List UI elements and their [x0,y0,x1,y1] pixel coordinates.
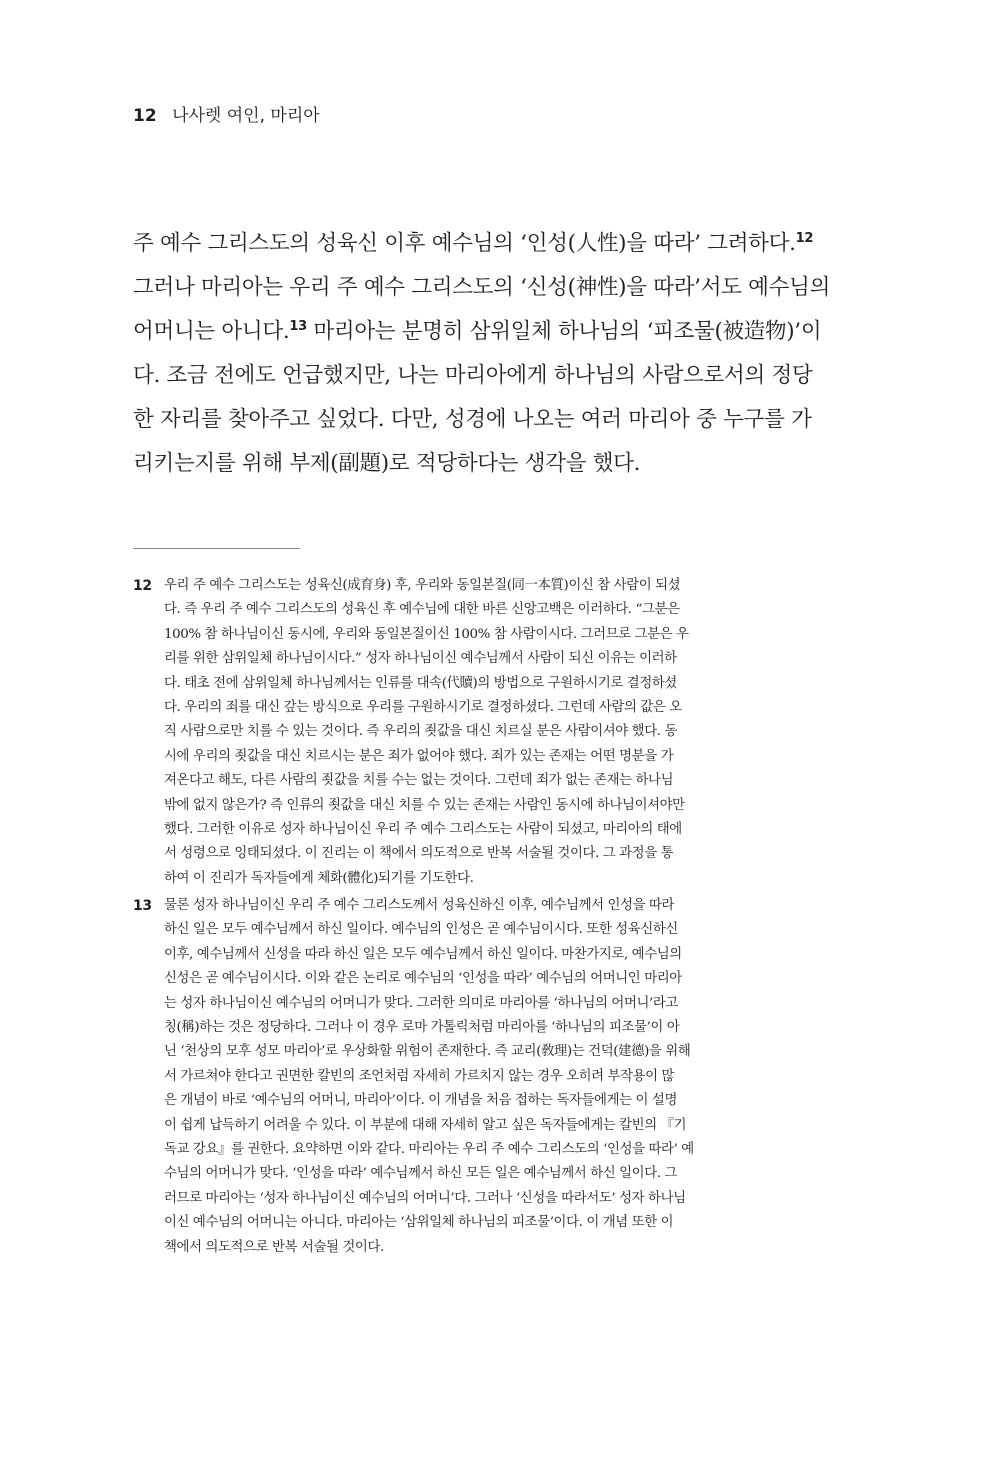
footnote-13 [133,894,838,1260]
footnote-line: 이 쉽게 납득하기 어려울 수 있다. 이 부분에 대해 자세히 알고 싶은 독자들에게는 칼빈의 『기 [164,1117,687,1133]
footnote-line: 하여 이 진리가 독자들에게 체화(體化)되기를 기도한다. [164,870,474,886]
footnote-number: 12 [133,578,152,594]
body-line: 어머니는 아니다.$^{13}$ 마리아는 분명히 삼위일체 하나님의 ‘피조물(被造物)’이 [133,318,822,344]
footnote-line: 다. 태초 전에 삼위일체 하나님께서는 인류를 대속(代贖)의 방법으로 구원하시기로 결정하셨 [164,675,677,691]
footnote-divider [133,548,300,549]
footnote-line: 는 성자 하나님이신 예수님의 어머니가 맞다. 그러한 의미로 마리아를 ‘하나님의 어머니’라고 [164,995,678,1011]
book-title: 나사렛 여인, 마리아 [172,106,320,126]
body-line: 다. 조금 전에도 언급했지만, 나는 마리아에게 하나님의 사람으로서의 정당 [133,363,813,388]
footnote-line: 러므로 마리아는 ‘성자 하나님이신 예수님의 어머니’다. 그러나 ‘신성을 따라서도’ 성자 하나님 [164,1190,686,1206]
footnote-line: 책에서 의도적으로 반복 서술될 것이다. [164,1239,384,1255]
footnote-line: 리를 위한 삼위일체 하나님이시다.” 성자 하나님이신 예수님께서 사람이 되신 이유는 이러하 [164,651,677,667]
footnote-line: 신성은 곧 예수님이시다. 이와 같은 논리로 예수님의 ‘인성을 따라’ 예수님의 어머니인 마리아 [164,971,682,987]
page-number: 12 [133,106,157,126]
footnote-line: 우리 주 예수 그리스도는 성육신(成育身) 후, 우리와 동일본질(同一本質)이신 참 사람이 되셨 [164,578,681,593]
footnote-line: 이신 예수님의 어머니는 아니다. 마리아는 ‘삼위일체 하나님의 피조물’이다. 이 개념 또한 이 [164,1215,674,1231]
footnote-line: 물론 성자 하나님이신 우리 주 예수 그리스도께서 성육신하신 이후, 예수님께서 인성을 따라 [164,898,675,914]
footnote-line: 서 성령으로 잉태되셨다. 이 진리는 이 책에서 의도적으로 반복 서술될 것이다. 그 과정을 통 [164,846,674,862]
body-line: 리키는지를 위해 부제(副題)로 적당하다는 생각을 했다. [133,451,641,476]
footnote-line: 독교 강요』를 권한다. 요약하면 이와 같다. 마리아는 우리 주 예수 그리스도의 ‘인성을 따라’ 예 [164,1141,694,1157]
footnote-line: 은 개념이 바로 ‘예수님의 어머니, 마리아’이다. 이 개념을 처음 접하는 독자들에게는 이 설명 [164,1093,677,1109]
footnote-line: 하신 일은 모두 예수님께서 하신 일이다. 예수님의 인성은 곧 예수님이시다. 또한 성육신하신 [164,922,678,938]
footnote-line: 다. 우리의 죄를 대신 갚는 방식으로 우리를 구원하시기로 결정하셨다. 그런데 사람의 값은 오 [164,699,682,715]
footnote-line: 칭(稱)하는 것은 정당하다. 그러나 이 경우 로마 가톨릭처럼 마리아를 ‘하나님의 피조물’이 아 [164,1020,680,1036]
footnote-line: 밖에 없지 않은가? 즉 인류의 죗값을 대신 치를 수 있는 존재는 사람인 동시에 하나님이셔야만 [164,797,685,813]
footnote-line: 닌 ‘천상의 모후 성모 마리아’로 우상화할 위험이 존재한다. 즉 교리(敎理)는 건덕(建德)을 위해 [164,1044,691,1060]
footnote-line: 다. 즉 우리 주 예수 그리스도의 성육신 후 예수님에 대한 바른 신앙고백은 이러하다. “그분은 [164,602,680,618]
body-line: 한 자리를 찾아주고 싶었다. 다만, 성경에 나오는 여러 마리아 중 누구를 가 [133,407,812,432]
footnote-line: 했다. 그러한 이유로 성자 하나님이신 우리 주 예수 그리스도는 사람이 되셨고, 마리아의 태에 [164,821,682,837]
footnote-line: 져온다고 해도, 다른 사람의 죗값을 치를 수는 없는 것이다. 그런데 죄가 없는 존재는 하나님 [164,773,674,789]
footnote-line: 서 가르쳐야 한다고 권면한 칼빈의 조언처럼 자세히 가르치지 않는 경우 오히려 부작용이 많 [164,1068,675,1084]
footnote-number: 13 [133,898,152,915]
running-head [133,104,320,128]
body-line: 주 예수 그리스도의 성육신 이후 예수님의 ‘인성(人性)을 따라’ 그려하다.$^{12}$ [133,230,814,256]
footnotes [133,574,838,1263]
footnote-reference[interactable]: 13 [289,318,307,334]
footnote-12 [133,574,838,891]
body-paragraph [133,222,833,486]
footnote-line: 이후, 예수님께서 신성을 따라 하신 일은 모두 예수님께서 하신 일이다. 마찬가지로, 예수님의 [164,946,682,962]
footnote-line: 시에 우리의 죗값을 대신 치르시는 분은 죄가 없어야 했다. 죄가 있는 존재는 어떤 명분을 가 [164,748,674,764]
footnote-line: 100% 참 하나님이신 동시에, 우리와 동일본질이신 100% 참 사람이시다. 그러므로 그분은 우 [164,626,689,642]
footnote-line: 직 사람으로만 치를 수 있는 것이다. 즉 우리의 죗값을 대신 치르실 분은 사람이셔야 했다. 동 [164,724,677,740]
body-line: 그러나 마리아는 우리 주 예수 그리스도의 ‘신성(神性)을 따라’서도 예수님의 [133,275,831,300]
footnote-reference[interactable]: 12 [795,230,814,246]
footnote-line: 수님의 어머니가 맞다. ‘인성을 따라’ 예수님께서 하신 모든 일은 예수님께서 하신 일이다. 그 [164,1166,677,1182]
